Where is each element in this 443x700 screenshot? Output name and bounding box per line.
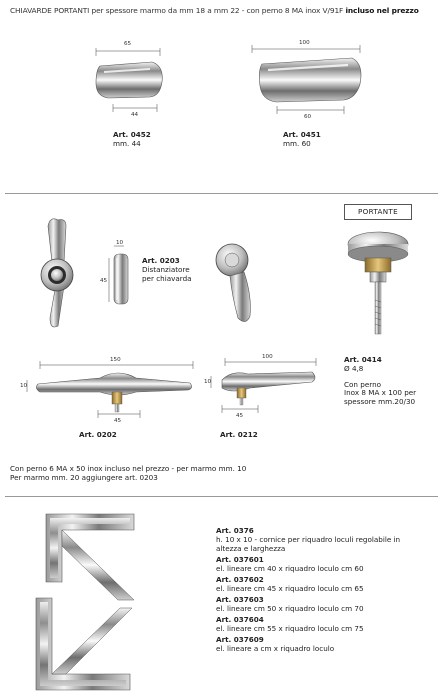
art-code: Art. 037602 [216,574,264,584]
art-code: Art. 0414 [344,355,382,364]
art-code: Art. 0202 [79,430,117,439]
art-0451-illustration [252,45,361,114]
header-bold: incluso nel prezzo [345,6,419,15]
art-desc: el. lineare cm 40 x riquadro loculo cm 60 [216,563,364,573]
art-0451-label [283,131,321,149]
art-0202-label [79,431,117,440]
dim-0212-side: 10 [204,379,212,385]
art-0203-illustration [109,246,128,304]
art-desc: el. lineare cm 45 x riquadro loculo cm 65 [216,583,364,593]
art-0212-topview-illustration [216,244,250,322]
art-desc-2: Inox 8 MA x 100 per [344,388,417,398]
art-0376-list [216,527,436,656]
header-text: CHIAVARDE PORTANTI per spessore marmo da mm 18 a mm 22 - con perno 8 MA inox V/91F [10,6,344,15]
art-desc: h. 10 x 10 - cornice per riquadro loculi regolabile in [216,534,401,544]
art-code: Art. 0452 [113,130,151,139]
dim-0451-bottom: 60 [304,114,312,120]
dim-0212-bottom: 45 [236,413,244,419]
dim-0203-width: 10 [116,240,124,246]
art-0202-sideview-illustration [27,361,193,418]
art-desc: el. lineare cm 55 x riquadro loculo cm 75 [216,623,364,633]
note-line-1: Con perno 6 MA x 50 inox incluso nel prezzo - per marmo mm. 10 [10,464,247,473]
art-0452-label [113,131,151,149]
art-0376-illustration [36,514,134,690]
art-diam: Ø 4,8 [344,363,364,373]
dim-0452-top: 65 [124,41,132,47]
divider-1 [5,193,438,194]
dim-0203-height: 45 [100,278,108,284]
art-desc: el. lineare cm 50 x riquadro loculo cm 70 [216,603,364,613]
list-item [216,576,436,594]
list-item [216,596,436,614]
art-0202-topview-illustration [41,219,73,327]
art-desc-2: altezza e larghezza [216,543,286,553]
dim-0451-top: 100 [299,40,310,46]
art-code: Art. 037604 [216,614,264,624]
art-code: Art. 0376 [216,526,254,535]
art-0414-label [344,356,416,407]
list-item [216,636,436,654]
mounting-note [10,464,246,482]
art-desc: mm. 44 [113,138,141,148]
dim-0202-bottom: 45 [114,418,122,424]
note-line-2: Per marmo mm. 20 aggiungere art. 0203 [10,473,158,482]
art-code: Art. 0212 [220,430,258,439]
list-item [216,556,436,574]
art-0203-label [142,257,192,283]
art-0414-illustration [348,232,408,334]
dim-0212-top: 100 [262,354,273,360]
divider-2 [5,496,438,497]
list-item [216,527,436,554]
art-desc-1: Distanziatore [142,264,190,274]
art-desc: el. lineare a cm x riquadro loculo [216,643,335,653]
dim-0202-side: 10 [20,383,28,389]
art-desc: mm. 60 [283,138,311,148]
art-0212-sideview-illustration [211,358,316,413]
art-code: Art. 0451 [283,130,321,139]
art-code: Art. 037609 [216,634,264,644]
art-0212-label [220,431,258,440]
art-code: Art. 037603 [216,594,264,604]
art-desc-1: Con perno [344,379,382,389]
dim-0452-bottom: 44 [131,112,139,118]
art-code: Art. 037601 [216,554,264,564]
list-item [216,616,436,634]
art-desc-3: spessore mm.20/30 [344,397,416,407]
art-desc-2: per chiavarda [142,273,192,283]
portante-label: PORTANTE [344,204,412,220]
dim-0202-top: 150 [110,357,121,363]
art-0452-illustration [96,48,162,112]
art-code: Art. 0203 [142,256,180,265]
